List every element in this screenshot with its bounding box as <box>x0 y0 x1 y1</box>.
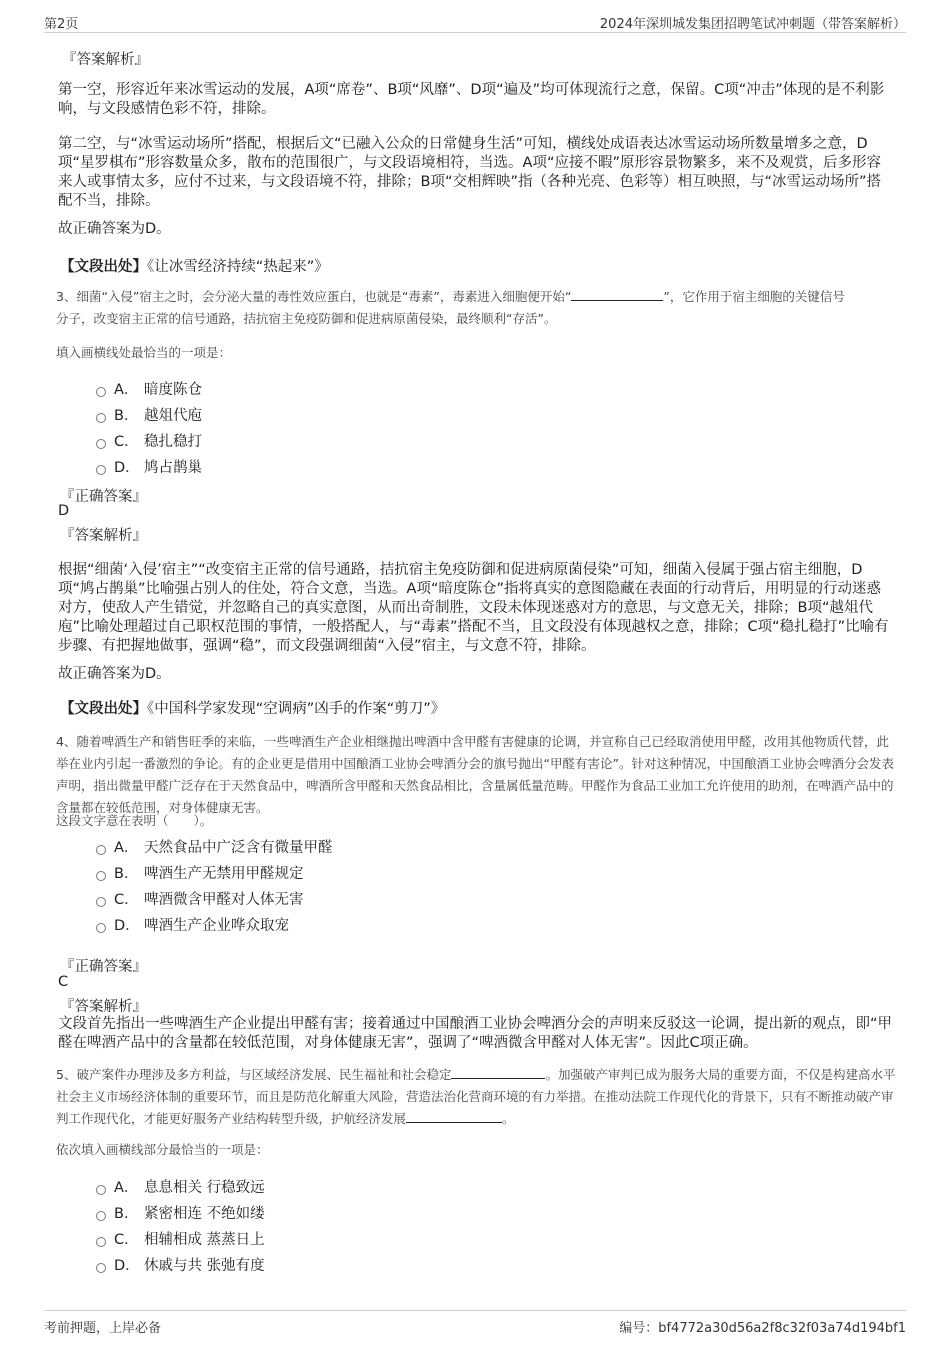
q2-analysis-label: 『答案解析』 <box>62 52 149 68</box>
q3-stem-part2: ”，它作用于宿主细胞的关键信号 <box>663 289 845 304</box>
q3-source <box>60 697 445 718</box>
q4-answer: C <box>58 974 69 990</box>
q5-prompt: 依次填入画横线部分最恰当的一项是： <box>56 1142 269 1157</box>
q2-source <box>60 255 329 276</box>
q5-option-a[interactable]: A． 息息相关 行稳致远 <box>96 1176 265 1196</box>
q5-blank-2 <box>406 1108 502 1123</box>
q3-option-d[interactable]: D． 鸠占鹊巢 <box>96 456 202 476</box>
radio-icon[interactable] <box>96 413 106 423</box>
q4-analysis-label: 『答案解析』 <box>60 999 147 1015</box>
radio-icon[interactable] <box>96 1185 106 1195</box>
q5-stem-part1: 5、破产案件办理涉及多方利益，与区域经济发展、民生福祉和社会稳定 <box>56 1067 452 1082</box>
q3-option-c[interactable]: C． 稳扎稳打 <box>96 430 202 450</box>
q4-option-b[interactable]: B． 啤酒生产无禁用甲醛规定 <box>96 862 304 882</box>
radio-icon[interactable] <box>96 387 106 397</box>
q2-source-text: 《让冰雪经济持续“热起来”》 <box>147 259 329 275</box>
q2-source-label: 【文段出处】 <box>60 259 147 275</box>
q3-source-label: 【文段出处】 <box>60 701 147 717</box>
radio-icon[interactable] <box>96 465 106 475</box>
q5-stem-part3: 。 <box>502 1111 515 1126</box>
q4-answer-label: 『正确答案』 <box>60 959 147 975</box>
q4-prompt: 这段文字意在表明（ ）。 <box>56 813 213 828</box>
radio-icon[interactable] <box>96 1263 106 1273</box>
q3-blank <box>571 286 663 301</box>
document-id: 编号：bf4772a30d56a2f8c32f03a74d194bf1 <box>619 1321 906 1336</box>
radio-icon[interactable] <box>96 439 106 449</box>
q4-stem: 4、随着啤酒生产和销售旺季的来临，一些啤酒生产企业相继抛出啤酒中含甲醛有害健康的论调，并宣称自己已经取消使用甲醛，改用其他物质代替，此举在业内引起一番激烈的争论。有的企业更是借用中国酿酒工业协会啤酒分会的旗号抛出“甲醛有害论”。针对这种情况，中国酿酒工业协会啤酒分会发表声明，指出微量甲醛广泛存在于天然食品中，啤酒所含甲醛和天然食品相比，含量属低量范畴。甲醛作为食品工业加工允许使用的助剂，在啤酒产品中的含量都在较低范围，对身体健康无害。 <box>56 734 894 815</box>
page-header <box>44 10 906 33</box>
radio-icon[interactable] <box>96 923 106 933</box>
q5-stem <box>56 1064 898 1130</box>
q4-analysis: 文段首先指出一些啤酒生产企业提出甲醛有害；接着通过中国酿酒工业协会啤酒分会的声明来反驳这一论调，提出新的观点，即“甲醛在啤酒产品中的含量都在较低范围，对身体健康无害”，强调了“啤酒微含甲醛对人体无害”。因此C项正确。 <box>58 1016 893 1051</box>
radio-icon[interactable] <box>96 845 106 855</box>
q5-option-d[interactable]: D． 休戚与共 张弛有度 <box>96 1254 265 1274</box>
q2-conclusion: 故正确答案为D。 <box>58 221 171 237</box>
page-number: 第2页 <box>44 17 79 32</box>
q3-analysis: 根据“细菌‘入侵’宿主”“改变宿主正常的信号通路，拮抗宿主免疫防御和促进病原菌侵染”可知，细菌入侵属于强占宿主细胞，D项“鸠占鹊巢”比喻强占别人的住处，符合文意，当选。A项“暗度陈仓”指将真实的意图隐藏在表面的行动背后，用明显的行动迷惑对方，使敌人产生错觉，并忽略自己的真实意图，从而出奇制胜，文段未体现迷惑对方的意思，与文意无关，排除；B项“越俎代庖”比喻处理超过自己职权范围的事情，一般搭配人，与“毒素”搭配不当，且文段没有体现越权之意，排除；C项“稳扎稳打”比喻有步骤、有把握地做事，强调“稳”，而文段强调细菌“入侵”宿主，与文意不符，排除。 <box>58 562 889 654</box>
q4-option-a[interactable]: A． 天然食品中广泛含有微量甲醛 <box>96 836 333 856</box>
q3-option-b[interactable]: B． 越俎代庖 <box>96 404 202 424</box>
q4-option-c[interactable]: C． 啤酒微含甲醛对人体无害 <box>96 888 304 908</box>
q3-stem-part1: 3、细菌“入侵”宿主之时，会分泌大量的毒性效应蛋白，也就是“毒素”，毒素进入细胞便开始“ <box>56 289 572 304</box>
q3-stem <box>56 286 896 330</box>
radio-icon[interactable] <box>96 871 106 881</box>
q2-analysis-para1: 第一空，形容近年来冰雪运动的发展，A项“席卷”、B项“风靡”、D项“遍及”均可体现流行之意，保留。C项“冲击”体现的是不利影响，与文段感情色彩不符，排除。 <box>58 82 885 117</box>
q3-conclusion: 故正确答案为D。 <box>58 666 171 682</box>
q2-analysis-para2: 第二空，与“冰雪运动场所”搭配，根据后文“已融入公众的日常健身生活”可知，横线处成语表达冰雪运动场所数量增多之意，D项“星罗棋布”形容数量众多，散布的范围很广，与文段语境相符，当选。A项“应接不暇”原形容景物繁多，来不及观赏，后多形容来人或事情太多，应付不过来，与文段语境不符，排除；B项“交相辉映”指（各种光亮、色彩等）相互映照，与“冰雪运动场所”搭配不当，排除。 <box>58 136 881 209</box>
page-footer <box>44 1310 906 1335</box>
q5-stem-part2: 。加强破产审判已成为服务大局的重要方面，不仅是构建高水平社会主义市场经济体制的重要环节，而且是防范化解重大风险，营造法治化营商环境的有力举措。在推动法院工作现代化的背景下，只有不断推动破产审判工作现代化，才能更好服务产业结构转型升级，护航经济发展 <box>56 1067 896 1126</box>
q4-option-d[interactable]: D． 啤酒生产企业哗众取宠 <box>96 914 289 934</box>
q5-option-c[interactable]: C． 相辅相成 蒸蒸日上 <box>96 1228 265 1248</box>
q3-source-text: 《中国科学家发现“空调病”凶手的作案“剪刀”》 <box>147 701 446 717</box>
radio-icon[interactable] <box>96 1211 106 1221</box>
q5-blank-1 <box>451 1064 545 1079</box>
q3-stem-part3: 分子，改变宿主正常的信号通路，拮抗宿主免疫防御和促进病原菌侵染，最终顺利“存活”。 <box>56 311 557 326</box>
footer-slogan: 考前押题，上岸必备 <box>44 1321 162 1336</box>
q3-option-a[interactable]: A． 暗度陈仓 <box>96 378 202 398</box>
q3-answer: D <box>58 503 70 519</box>
q5-option-b[interactable]: B． 紧密相连 不绝如缕 <box>96 1202 265 1222</box>
q3-answer-label: 『正确答案』 <box>60 489 147 505</box>
document-title: 2024年深圳城发集团招聘笔试冲刺题（带答案解析） <box>599 17 906 32</box>
q3-prompt: 填入画横线处最恰当的一项是： <box>56 345 232 360</box>
radio-icon[interactable] <box>96 897 106 907</box>
q3-analysis-label: 『答案解析』 <box>60 528 147 544</box>
radio-icon[interactable] <box>96 1237 106 1247</box>
